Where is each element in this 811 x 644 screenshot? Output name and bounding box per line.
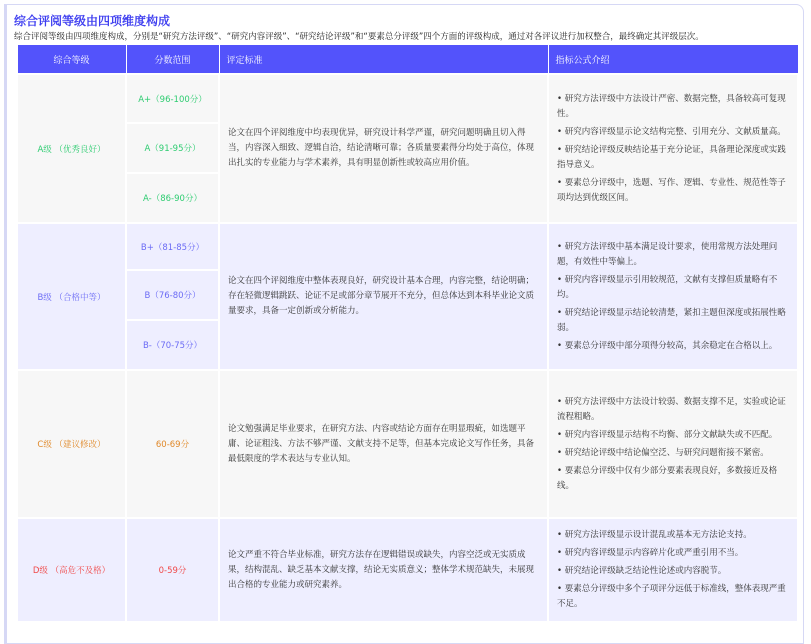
- formula-item: • 要素总分评级中，选题、写作、逻辑、专业性、规范性等子项均达到优级区间。: [557, 177, 786, 203]
- formula-item: • 研究结论评级反映结论基于充分论证，具备理论深度或实践指导意义。: [557, 144, 786, 170]
- table-row: [17, 74, 798, 123]
- grade-d: D级 （高危不及格）: [17, 518, 126, 622]
- formula-a: [548, 74, 798, 223]
- range-a: A（91-95分）: [126, 123, 219, 173]
- formula-c: [548, 370, 798, 518]
- header-range: 分数范围: [126, 45, 219, 75]
- formula-item: • 要素总分评级中多个子项评分远低于标准线，整体表现严重不足。: [557, 584, 786, 609]
- range-a-plus: A+（96-100分）: [126, 74, 219, 123]
- formula-item: • 要素总分评级中仅有少部分要素表现良好，多数接近及格线。: [557, 465, 778, 491]
- formula-item: • 研究方法评级中方法设计较弱、数据支撑不足，实验或论证流程粗略。: [557, 396, 786, 422]
- range-b: B（76-80分）: [126, 270, 219, 320]
- grade-table: [16, 44, 799, 623]
- formula-item: • 研究内容评级显示引用较规范，文献有支撑但质量略有不均。: [557, 274, 778, 300]
- formula-item: • 研究方法评级中基本满足设计要求，使用常规方法处理问题，有效性中等偏上。: [557, 241, 778, 267]
- page-title: 综合评阅等级由四项维度构成: [14, 14, 171, 28]
- formula-item: • 研究内容评级显示结构不均衡、部分文献缺失或不匹配。: [557, 429, 778, 440]
- criteria-d: 论文严重不符合毕业标准，研究方法存在逻辑错误或缺失，内容空泛或无实质成果，结构混乱、缺乏基本文献支撑，结论无实质意义；整体学术规范缺失，未展现出合格的专业能力或研究素养。: [219, 518, 548, 622]
- range-a-minus: A-（86-90分）: [126, 173, 219, 223]
- formula-item: • 研究方法评级中方法设计严密、数据完整，具备较高可复现性。: [557, 93, 786, 119]
- range-c: 60-69分: [126, 370, 219, 518]
- grade-b: B级 （合格中等）: [17, 223, 126, 370]
- grade-a: A级 （优秀良好）: [17, 74, 126, 223]
- formula-item: • 研究方法评级显示设计混乱或基本无方法论支持。: [557, 530, 752, 540]
- formula-b: [548, 223, 798, 370]
- formula-item: • 研究结论评级中结论偏空泛、与研究问题衔接不紧密。: [557, 447, 769, 458]
- formula-item: • 要素总分评级中部分项得分较高，其余稳定在合格以上。: [557, 340, 778, 351]
- criteria-a: 论文在四个评阅维度中均表现优异，研究设计科学严谨，研究问题明确且切入得当，内容深入细致、逻辑自洽，结论清晰可靠；各质量要素得分均处于高位，体现出扎实的专业能力与学术素养，具有明显创新性或较高应用价值。: [219, 74, 548, 223]
- criteria-b: 论文在四个评阅维度中整体表现良好，研究设计基本合理，内容完整，结论明确；存在轻微逻辑跳跃、论证不足或部分章节展开不充分，但总体达到本科毕业论文质量要求，具备一定创新或分析能力。: [219, 223, 548, 370]
- formula-d: [548, 518, 798, 622]
- criteria-c: 论文勉强满足毕业要求，在研究方法、内容或结论方面存在明显瑕疵，如选题平庸、论证粗浅、方法不够严谨、文献支持不足等，但基本完成论文写作任务，具备最低限度的学术表达与专业认知。: [219, 370, 548, 518]
- header-criteria: 评定标准: [219, 45, 548, 75]
- header-grade: 综合等级: [17, 45, 126, 75]
- header-formula: 指标公式介绍: [548, 45, 798, 75]
- formula-item: • 研究结论评级显示结论较清楚，紧扣主题但深度或拓展性略弱。: [557, 307, 786, 333]
- grade-c: C级 （建议修改）: [17, 370, 126, 518]
- table-row: [17, 518, 798, 622]
- table-row: [17, 223, 798, 270]
- range-d: 0-59分: [126, 518, 219, 622]
- table-row: [17, 370, 798, 518]
- formula-item: • 研究内容评级显示内容碎片化或严重引用不当。: [557, 548, 744, 558]
- formula-item: • 研究结论评级缺乏结论性论述或内容脱节。: [557, 566, 727, 576]
- range-b-plus: B+（81-85分）: [126, 223, 219, 270]
- table-header: [17, 45, 798, 75]
- range-b-minus: B-（70-75分）: [126, 320, 219, 370]
- formula-item: • 研究内容评级显示论文结构完整、引用充分、文献质量高。: [557, 126, 786, 137]
- description: 综合评阅等级由四项维度构成，分别是“研究方法评级”、“研究内容评级”、“研究结论评级”和“要素总分评级”四个方面的评级构成，通过对各评议进行加权整合，最终确定其评级层次。: [14, 32, 704, 42]
